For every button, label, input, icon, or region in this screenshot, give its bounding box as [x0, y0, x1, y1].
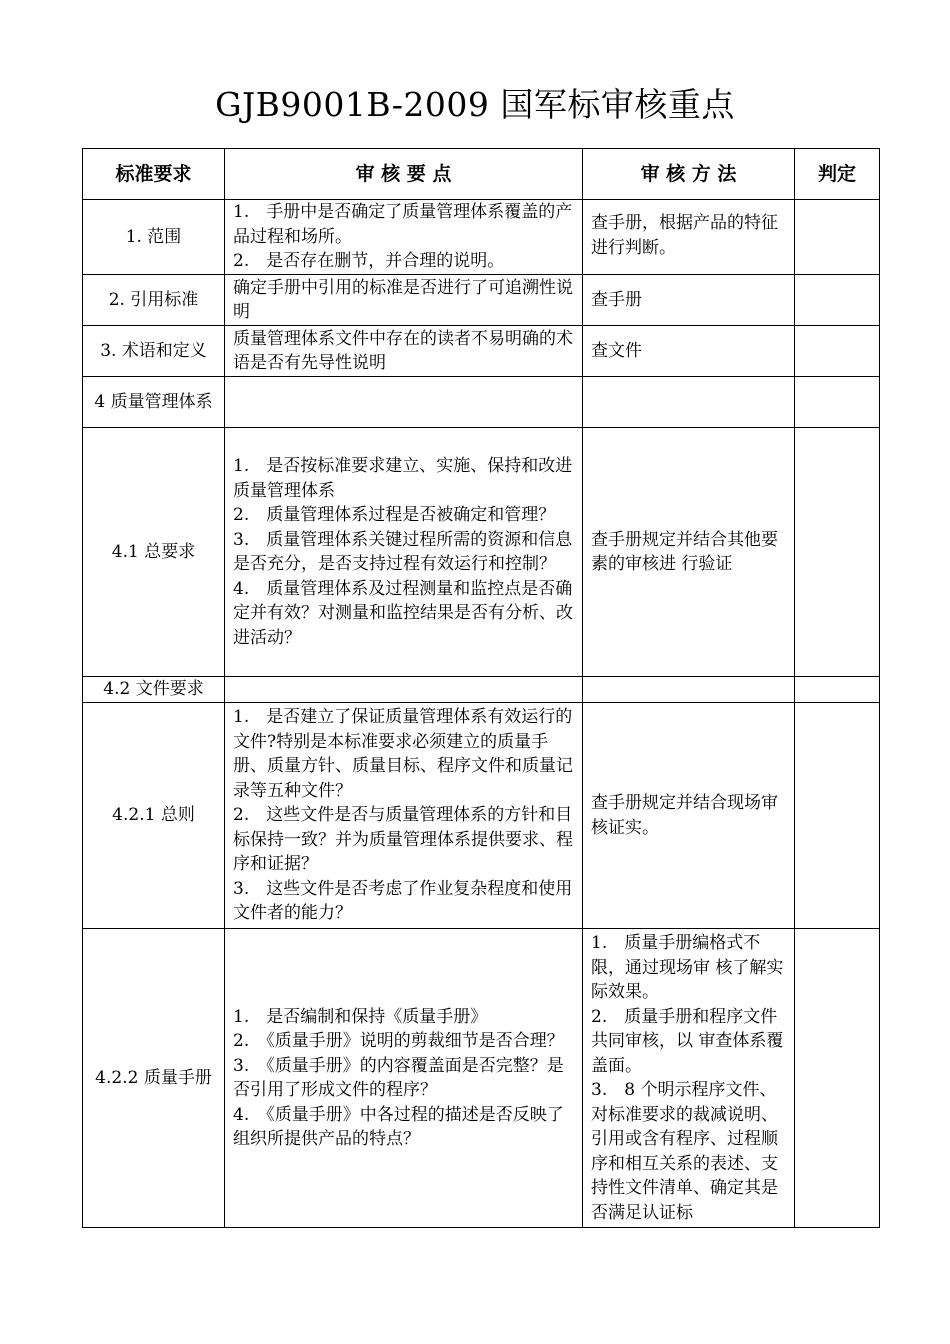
- point-line: 1. 是否编制和保持《质量手册》: [233, 1006, 488, 1027]
- points-cell: [225, 200, 583, 275]
- requirement-cell: 4.2.2 质量手册: [83, 929, 225, 1228]
- point-line: 1. 是否建立了保证质量管理体系有效运行的文件?特别是本标准要求必须建立的质量手册、质量方针、质量目标、程序文件和质量记录等五种文件？: [233, 707, 573, 801]
- header-verdict: 判定: [795, 149, 880, 200]
- verdict-cell: [795, 326, 880, 377]
- points-cell: [225, 929, 583, 1228]
- header-points: 审 核 要 点: [225, 149, 583, 200]
- points-cell: [225, 326, 583, 377]
- header-requirement: 标准要求: [83, 149, 225, 200]
- method-cell: [583, 377, 795, 428]
- point-line: 质量管理体系文件中存在的读者不易明确的术语是否有先导性说明: [233, 328, 573, 373]
- method-line: 查手册，根据产品的特征进行判断。: [591, 213, 778, 258]
- point-line: 2. 《质量手册》说明的剪裁细节是否合理？: [233, 1031, 564, 1051]
- requirement-cell: 1. 范围: [83, 200, 225, 275]
- point-line: 3. 质量管理体系关键过程所需的资源和信息是否充分，是否支持过程有效运行和控制？: [233, 529, 573, 574]
- point-line: 3. 《质量手册》的内容覆盖面是否完整？是否引用了形成文件的程序？: [233, 1055, 564, 1100]
- method-cell: [583, 326, 795, 377]
- points-cell: [225, 428, 583, 677]
- requirement-cell: 4 质量管理体系: [83, 377, 225, 428]
- method-cell: [583, 929, 795, 1228]
- verdict-cell: [795, 377, 880, 428]
- method-cell: [583, 677, 795, 703]
- verdict-cell: [795, 703, 880, 929]
- header-row: [83, 149, 880, 200]
- requirement-cell: 3. 术语和定义: [83, 326, 225, 377]
- requirement-cell: 2. 引用标准: [83, 275, 225, 326]
- method-cell: [583, 703, 795, 929]
- table-row: [83, 326, 880, 377]
- point-line: 4. 《质量手册》中各过程的描述是否反映了组织所提供产品的特点？: [233, 1104, 564, 1149]
- point-line: 1. 手册中是否确定了质量管理体系覆盖的产品过程和场所。: [233, 202, 573, 247]
- method-line: 1. 质量手册编格式不限，通过现场审 核了解实际效果。: [591, 933, 784, 1002]
- table-row: [83, 200, 880, 275]
- method-cell: [583, 428, 795, 677]
- method-line: 2. 质量手册和程序文件共同审核，以 审查体系覆盖面。: [591, 1006, 784, 1076]
- requirement-cell: 4.2.1 总则: [83, 703, 225, 929]
- method-line: 查手册规定并结合其他要素的审核进 行验证: [591, 529, 778, 574]
- method-line: 3. 8 个明示程序文件、对标准要求的裁减说明、引用或含有程序、过程顺序和相互关系的表述、支持性文件清单、确定其是否满足认证标: [591, 1080, 778, 1223]
- table-row: [83, 929, 880, 1228]
- method-line: 查手册: [591, 289, 642, 310]
- verdict-cell: [795, 200, 880, 275]
- point-line: 3. 这些文件是否考虑了作业复杂程度和使用文件者的能力？: [233, 878, 573, 924]
- requirement-cell: 4.2 文件要求: [83, 677, 225, 703]
- point-line: 2. 这些文件是否与质量管理体系的方针和目标保持一致？并为质量管理体系提供要求、程序和证据？: [233, 805, 573, 875]
- verdict-cell: [795, 929, 880, 1228]
- requirement-cell: 4.1 总要求: [83, 428, 225, 677]
- table-row: [83, 703, 880, 929]
- method-line: 查文件: [591, 340, 642, 361]
- points-cell: [225, 677, 583, 703]
- method-cell: [583, 275, 795, 326]
- point-line: 2. 质量管理体系过程是否被确定和管理？: [233, 505, 556, 525]
- table-row: [83, 377, 880, 428]
- header-method: 审 核 方 法: [583, 149, 795, 200]
- table-row: [83, 677, 880, 703]
- point-line: 确定手册中引用的标准是否进行了可追溯性说明: [233, 277, 573, 322]
- verdict-cell: [795, 428, 880, 677]
- method-line: 查手册规定并结合现场审核证实。: [591, 793, 778, 838]
- verdict-cell: [795, 275, 880, 326]
- audit-table: [82, 148, 880, 1228]
- table-row: [83, 275, 880, 326]
- point-line: 1. 是否按标准要求建立、实施、保持和改进质量管理体系: [233, 456, 573, 501]
- points-cell: [225, 703, 583, 929]
- points-cell: [225, 377, 583, 428]
- method-cell: [583, 200, 795, 275]
- document-title: GJB9001B-2009 国军标审核重点: [215, 85, 735, 124]
- point-line: 4. 质量管理体系及过程测量和监控点是否确定并有效？对测量和监控结果是否有分析、改进活动？: [233, 578, 573, 648]
- verdict-cell: [795, 677, 880, 703]
- table-row: [83, 428, 880, 677]
- points-cell: [225, 275, 583, 326]
- point-line: 2. 是否存在删节，并合理的说明。: [233, 251, 505, 272]
